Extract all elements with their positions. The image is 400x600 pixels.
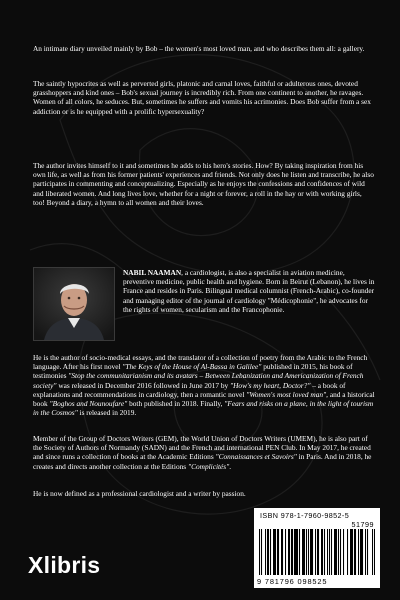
barcode-bar	[336, 529, 337, 575]
barcode-bar	[277, 529, 278, 575]
barcode-bar	[285, 529, 286, 575]
barcode-bar	[350, 529, 351, 575]
barcode-bar	[275, 529, 276, 575]
works-text-2: published in 2015, his book of testimonies	[33, 362, 353, 381]
membership-text-2: in Paris. And in 2018, he creates and directs another collection at the Editions	[33, 452, 372, 471]
barcode-bar	[274, 529, 275, 575]
blurb-paragraph-1: An intimate diary unveiled mainly by Bob – the women's most loved man, and who describes them all: a gallery.	[33, 44, 365, 53]
barcode-bar	[282, 529, 283, 575]
works-text-4: – a book of explanations and recommendations in cardiology, then a romantic novel	[33, 380, 346, 399]
works-title-4: "Women's most loved man"	[246, 389, 327, 399]
barcode-bar	[312, 529, 313, 575]
barcode-bar	[310, 529, 311, 575]
barcode-bar	[297, 529, 298, 575]
barcode-bar	[265, 529, 266, 575]
barcode-bar	[351, 529, 352, 575]
barcode-bar	[335, 529, 336, 575]
works-title-6: "Fears and risks on a plane, in the light of tourism in the Cosmos"	[33, 399, 374, 418]
barcode-bar	[259, 529, 260, 575]
barcode-bar	[352, 529, 353, 575]
isbn-label: ISBN 978-1-7960-9852-5	[260, 511, 350, 520]
barcode-bar	[322, 529, 323, 575]
barcode-bar	[327, 529, 328, 575]
barcode-bar	[291, 529, 292, 575]
membership-title-1: "Connaissances et Savoirs"	[215, 452, 297, 462]
barcode-bar	[315, 529, 316, 575]
barcode-bar	[334, 529, 335, 575]
works-title-2: "Stop the communitarianism and its avatars – Between Lebanization and Americanization of French society"	[33, 371, 364, 390]
works-text-1: He is the author of socio-medical essays, and the translator of a collection of poetry from the Arabic to the French language. After his first novel	[33, 353, 368, 372]
barcode-bar	[289, 529, 290, 575]
works-title-5: "Boghos and Nounoufare"	[49, 399, 128, 409]
barcode-bar	[340, 529, 341, 575]
barcode-bar	[304, 529, 305, 575]
barcode-bar	[365, 529, 366, 575]
barcode-bar	[302, 529, 303, 575]
barcode-bar	[281, 529, 282, 575]
barcode-bar	[354, 529, 355, 575]
author-bio-intro	[123, 268, 375, 314]
works-title-1: "The Keys of the House of Al-Bassa in Galilee"	[122, 362, 262, 372]
barcode-bar	[372, 529, 373, 575]
barcode-bar	[362, 529, 363, 575]
barcode-bar	[338, 529, 339, 575]
price-code: 51799	[351, 520, 374, 529]
barcode-bar	[355, 529, 356, 575]
barcode-bar	[268, 529, 269, 575]
barcode-digits: 9 781796 098525	[257, 577, 328, 586]
barcode-bar	[358, 529, 359, 575]
barcode-bar	[288, 529, 289, 575]
works-title-3: "How's my heart, Doctor?"	[230, 380, 311, 390]
barcode-bar	[331, 529, 332, 575]
barcode-bar	[303, 529, 304, 575]
barcode-bar	[261, 529, 262, 575]
works-text-5: , and a historical book	[33, 389, 375, 409]
author-photo	[33, 267, 115, 341]
publisher-logo: Xlibris	[28, 552, 101, 578]
barcode-bar	[278, 529, 279, 575]
barcode-bar	[361, 529, 362, 575]
isbn-barcode	[254, 508, 380, 588]
barcode-bar	[343, 529, 344, 575]
author-works-paragraph	[33, 353, 375, 417]
barcode-bar	[360, 529, 361, 575]
works-text-6: both published in 2018. Finally,	[127, 399, 225, 409]
membership-text-3: .	[229, 461, 232, 471]
barcode-bars	[259, 529, 375, 575]
works-text-3: was released in December 2016 followed in June 2017 by	[56, 380, 231, 390]
barcode-bar	[324, 529, 325, 575]
author-name: NABIL NAAMAN	[123, 268, 182, 277]
barcode-bar	[374, 529, 375, 575]
author-closing-line: He is now defined as a professional cardiologist and a writer by passion.	[33, 489, 246, 498]
barcode-bar	[273, 529, 274, 575]
barcode-bar	[295, 529, 296, 575]
author-membership-paragraph	[33, 434, 375, 471]
barcode-bar	[318, 529, 319, 575]
barcode-bar	[306, 529, 307, 575]
works-text-7: is released in 2019.	[77, 408, 137, 418]
barcode-bar	[311, 529, 312, 575]
membership-text-1: Member of the Group of Doctors Writers (GEM), the World Union of Doctors Writers (UMEM), he is also part of the Society of Authors of Normandy (SADN) and the French and international PEN Club. In May 2017, he created and since runs a collection of books at the Academic Editions	[33, 434, 371, 462]
barcode-bar	[296, 529, 297, 575]
barcode-bar	[299, 529, 300, 575]
membership-title-2: "Complicités"	[187, 461, 230, 471]
barcode-bar	[347, 529, 348, 575]
barcode-bar	[367, 529, 368, 575]
blurb-paragraph-3: The author invites himself to it and sometimes he adds to his hero's stories. How? By taking inspiration from his own life, as well as from his former patients' experiences and friends. Not only does he listen and transcribe, he also participates in commenting and conceptualizing. Especially as he enjoys the confessions and confidences of wild and liberated women. And long lives love, whether for a night or forever, a roll in the hay or with working girls, too! Beyond a diary, a hymn to all women and their loves.	[33, 161, 374, 207]
author-bio-text: , a cardiologist, is also a specialist in aviation medicine, preventive medicine, public health and hygiene. Born in Beirut (Lebanon), he lives in France and resides in Paris. Bilingual medical columnist (French-Arabic), co-founder and managing editor of the journal of cardiology "Médicophonie", he advocates for the rights of women, secularism and the Francophonie.	[123, 268, 375, 314]
blurb-paragraph-2: The saintly hypocrites as well as perverted girls, platonic and carnal loves, faithful or adulterous ones, devoted grasshoppers and kind ones – Bob's sexual journey is incredibly rich. From one continent to another, he ravages. Women of all colors, he seduces. But, sometimes he suffers and vomits his acrimonies. Does Bob suffer from a sex addiction or is he equipped with a prolific hypersexuality?	[33, 79, 371, 116]
barcode-bar	[329, 529, 330, 575]
barcode-bar	[308, 529, 309, 575]
barcode-bar	[317, 529, 318, 575]
barcode-bar	[294, 529, 295, 575]
barcode-bar	[267, 529, 268, 575]
barcode-bar	[270, 529, 271, 575]
barcode-bar	[292, 529, 293, 575]
barcode-bar	[321, 529, 322, 575]
